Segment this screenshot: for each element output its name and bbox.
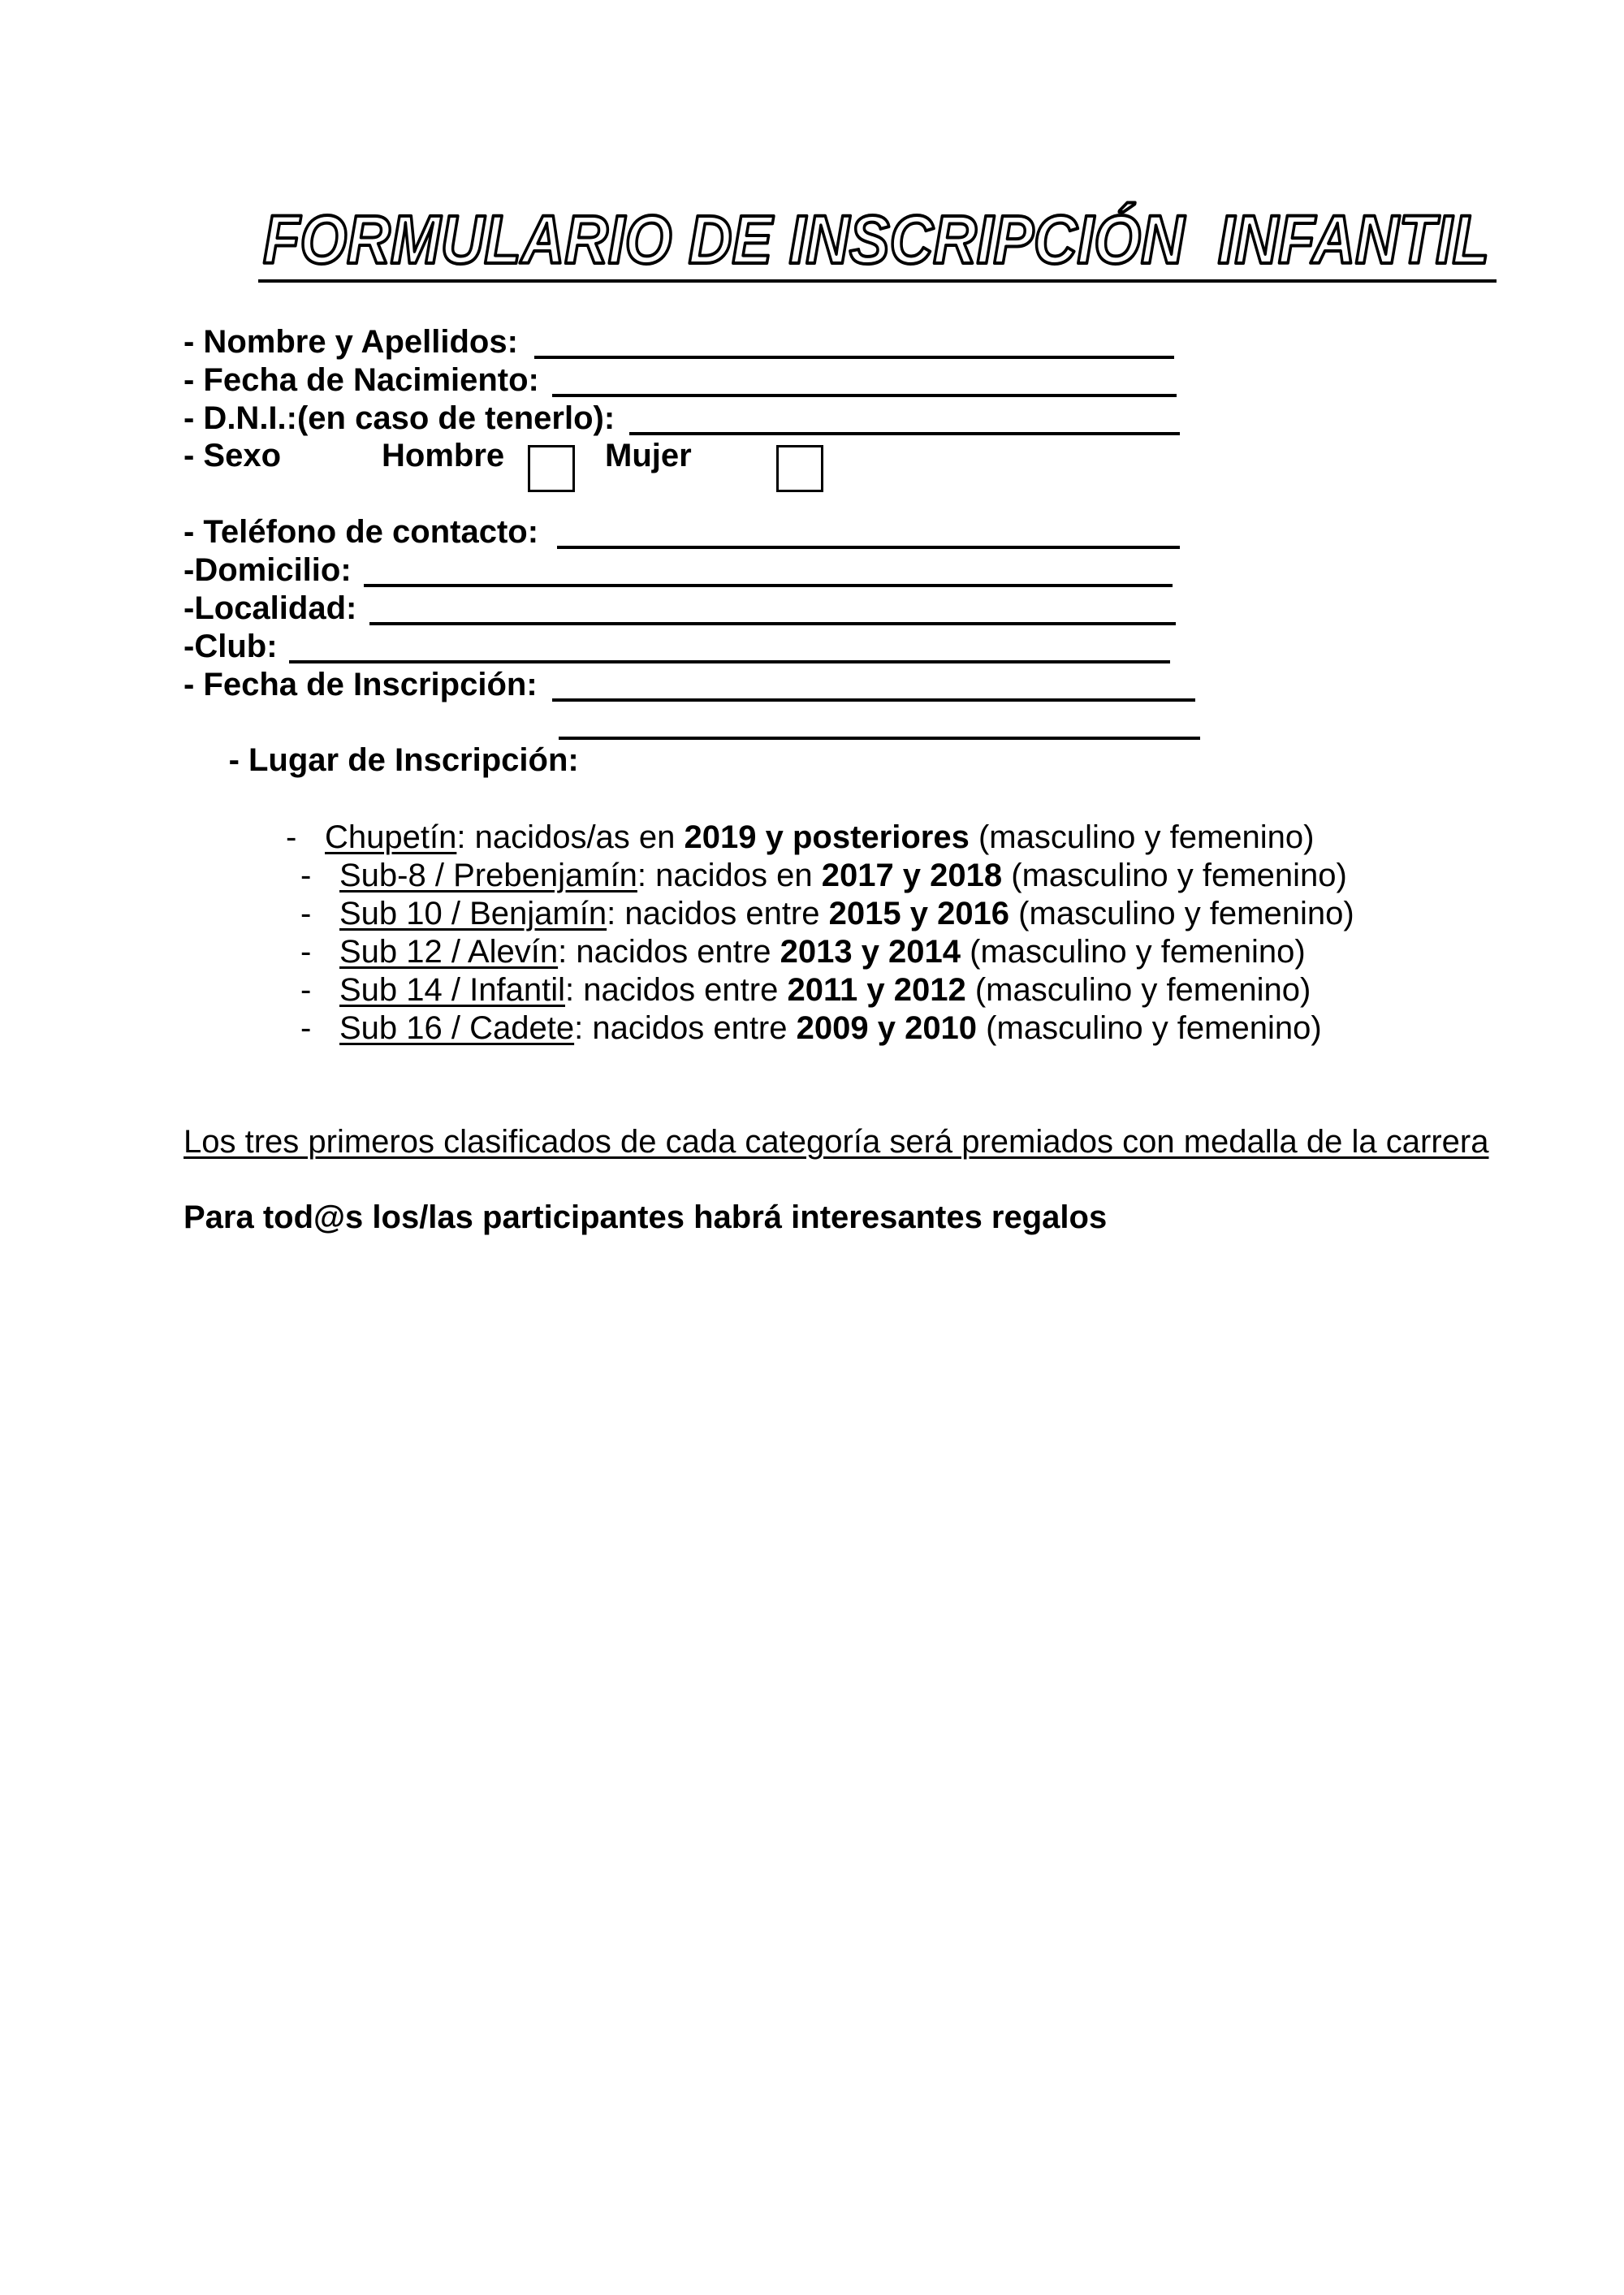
field-telefono-line[interactable] bbox=[557, 546, 1180, 549]
field-nombre bbox=[184, 323, 518, 361]
category-dash: - bbox=[300, 896, 312, 931]
field-fecha-inscripcion-line[interactable] bbox=[552, 698, 1195, 702]
field-club bbox=[184, 628, 278, 665]
field-fecha-inscripcion-label: - Fecha de Inscripción: bbox=[184, 667, 538, 702]
field-localidad-label: -Localidad: bbox=[184, 590, 357, 626]
category-dash: - bbox=[286, 819, 297, 855]
mujer-checkbox[interactable] bbox=[776, 445, 823, 492]
category-item bbox=[300, 857, 1347, 894]
mujer-label: Mujer bbox=[605, 438, 692, 473]
category-post: (masculino y femenino) bbox=[977, 1010, 1322, 1046]
category-post: (masculino y femenino) bbox=[965, 972, 1311, 1008]
field-lugar-inscripcion-label: - Lugar de Inscripción: bbox=[219, 742, 579, 778]
gifts-note: Para tod@s los/las participantes habrá interesantes regalos bbox=[184, 1199, 1108, 1235]
category-item bbox=[286, 819, 1314, 856]
category-pre: : nacidos/as en bbox=[456, 819, 685, 855]
category-name: Sub 10 / Benjamín bbox=[339, 896, 607, 931]
form-title bbox=[258, 195, 1497, 276]
category-years: 2017 y 2018 bbox=[821, 858, 1003, 893]
field-telefono-label: - Teléfono de contacto: bbox=[184, 514, 539, 550]
category-name: Sub 16 / Cadete bbox=[339, 1010, 575, 1046]
category-name: Sub-8 / Prebenjamín bbox=[339, 858, 637, 893]
field-fecha-nacimiento bbox=[184, 361, 539, 399]
category-dash: - bbox=[300, 858, 312, 893]
field-telefono bbox=[184, 513, 538, 551]
field-domicilio-label: -Domicilio: bbox=[184, 552, 352, 588]
title-underline bbox=[258, 279, 1497, 283]
category-years: 2013 y 2014 bbox=[780, 934, 961, 970]
category-post: (masculino y femenino) bbox=[1002, 858, 1347, 893]
category-pre: : nacidos entre bbox=[564, 972, 788, 1008]
form-title-text: FORMULARIO DE INSCRIPCIÓN INFANTIL bbox=[263, 201, 1489, 278]
category-years: 2019 y posteriores bbox=[684, 819, 970, 855]
category-years: 2009 y 2010 bbox=[796, 1010, 978, 1046]
form-title-graphic bbox=[258, 195, 1497, 276]
field-fecha-nacimiento-line[interactable] bbox=[552, 394, 1177, 397]
category-pre: : nacidos entre bbox=[558, 934, 780, 970]
field-club-line[interactable] bbox=[289, 660, 1170, 663]
field-domicilio-line[interactable] bbox=[364, 584, 1173, 587]
category-post: (masculino y femenino) bbox=[969, 819, 1315, 855]
prizes-note: Los tres primeros clasificados de cada categoría será premiados con medalla de la carrera bbox=[184, 1124, 1489, 1160]
category-item bbox=[300, 971, 1311, 1009]
field-lugar-inscripcion bbox=[184, 704, 579, 778]
field-fecha-inscripcion bbox=[184, 666, 538, 703]
category-item bbox=[300, 1009, 1322, 1047]
field-domicilio bbox=[184, 551, 352, 589]
field-nombre-label: - Nombre y Apellidos: bbox=[184, 324, 518, 360]
field-fecha-nacimiento-label: - Fecha de Nacimiento: bbox=[184, 362, 539, 398]
field-club-label: -Club: bbox=[184, 629, 278, 664]
field-dni bbox=[184, 400, 615, 437]
hombre-label: Hombre bbox=[382, 438, 505, 473]
category-item bbox=[300, 933, 1306, 970]
category-dash: - bbox=[300, 934, 312, 970]
category-years: 2011 y 2012 bbox=[787, 972, 966, 1008]
sexo-label: - Sexo bbox=[184, 438, 282, 473]
category-pre: : nacidos entre bbox=[574, 1010, 797, 1046]
category-name: Chupetín bbox=[325, 819, 457, 855]
category-dash: - bbox=[300, 972, 312, 1008]
hombre-checkbox[interactable] bbox=[528, 445, 575, 492]
field-lugar-inscripcion-line[interactable] bbox=[559, 737, 1200, 740]
category-years: 2015 y 2016 bbox=[828, 896, 1010, 931]
field-localidad-line[interactable] bbox=[369, 622, 1176, 625]
category-pre: : nacidos en bbox=[637, 858, 822, 893]
category-post: (masculino y femenino) bbox=[961, 934, 1306, 970]
category-pre: : nacidos entre bbox=[607, 896, 829, 931]
category-name: Sub 14 / Infantil bbox=[339, 972, 565, 1008]
category-name: Sub 12 / Alevín bbox=[339, 934, 559, 970]
category-item bbox=[300, 895, 1354, 932]
category-dash: - bbox=[300, 1010, 312, 1046]
field-nombre-line[interactable] bbox=[534, 356, 1174, 359]
field-dni-label: - D.N.I.:(en caso de tenerlo): bbox=[184, 400, 615, 436]
field-dni-line[interactable] bbox=[629, 432, 1180, 435]
field-localidad bbox=[184, 590, 356, 627]
category-post: (masculino y femenino) bbox=[1009, 896, 1354, 931]
